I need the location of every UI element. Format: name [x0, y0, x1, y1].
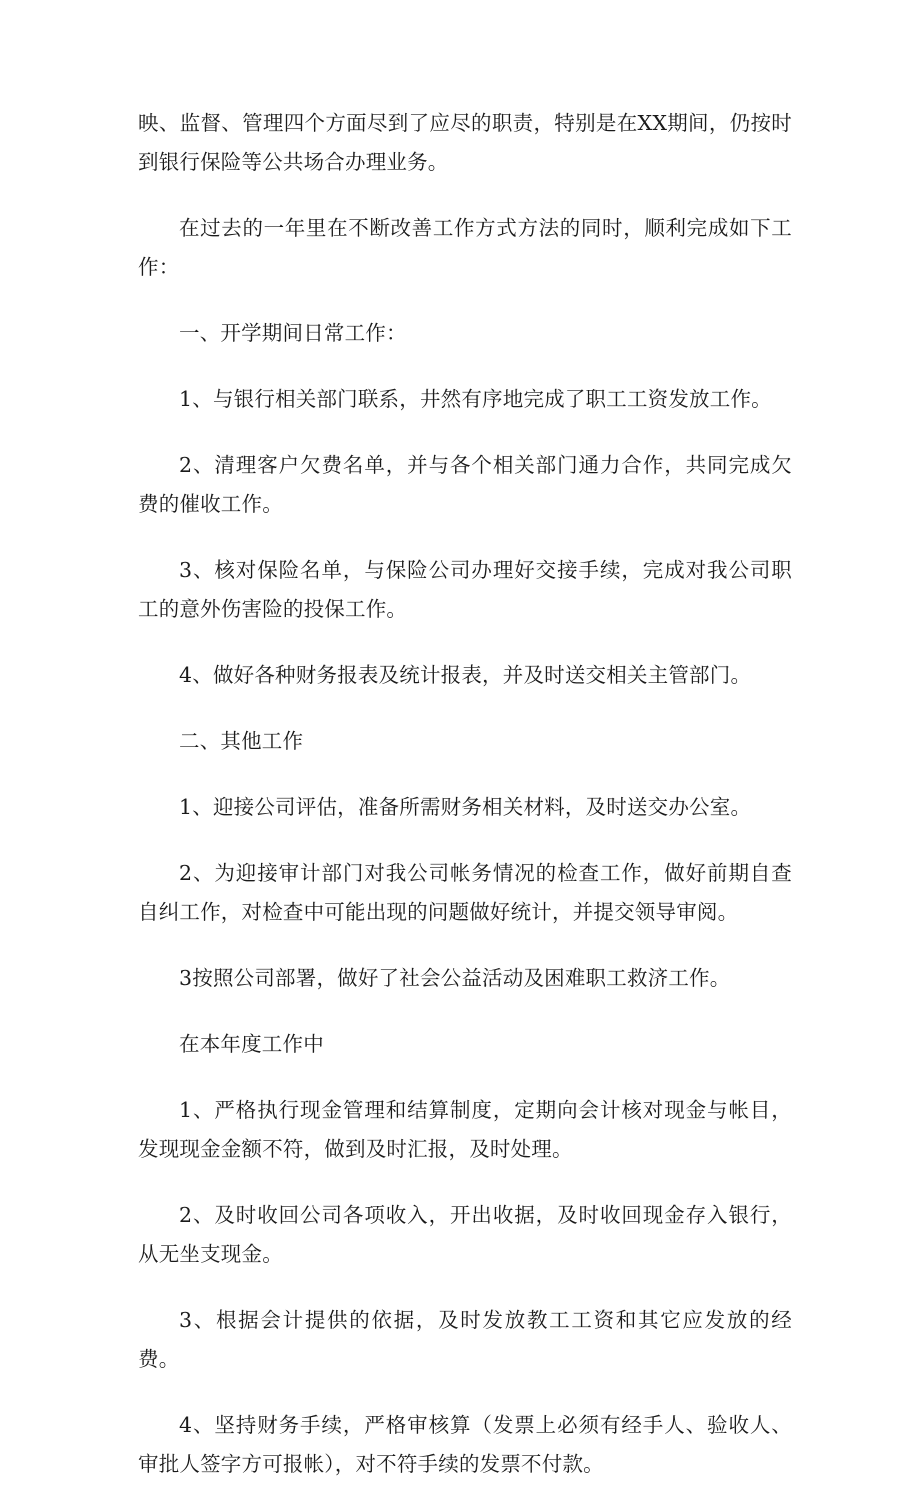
section-heading-2: 二、其他工作 — [179, 729, 304, 753]
section-heading-3: 在本年度工作中 — [179, 1032, 324, 1056]
paragraph-5: 3、核对保险名单，与保险公司办理好交接手续，完成对我公司职工的意外伤害险的投保工作。 — [138, 558, 792, 621]
section-heading-1: 一、开学期间日常工作： — [179, 321, 407, 345]
document-body — [138, 104, 792, 1511]
paragraph-4: 2、清理客户欠费名单，并与各个相关部门通力合作，共同完成欠费的催收工作。 — [138, 453, 792, 516]
paragraph-9: 2、为迎接审计部门对我公司帐务情况的检查工作，做好前期自查自纠工作，对检查中可能出现的问题做好统计，并提交领导审阅。 — [138, 861, 792, 924]
paragraph-14: 3、根据会计提供的依据，及时发放教工工资和其它应发放的经费。 — [138, 1308, 792, 1371]
paragraph-12: 1、严格执行现金管理和结算制度，定期向会计核对现金与帐目，发现现金金额不符，做到及时汇报，及时处理。 — [138, 1098, 792, 1161]
paragraph-0: 映、监督、管理四个方面尽到了应尽的职责，特别是在XX期间，仍按时到银行保险等公共场合办理业务。 — [138, 111, 792, 174]
paragraph-6: 4、做好各种财务报表及统计报表，并及时送交相关主管部门。 — [179, 663, 752, 687]
paragraph-8: 1、迎接公司评估，准备所需财务相关材料，及时送交办公室。 — [179, 795, 752, 819]
paragraph-3: 1、与银行相关部门联系，井然有序地完成了职工工资发放工作。 — [179, 387, 772, 411]
paragraph-1: 在过去的一年里在不断改善工作方式方法的同时，顺利完成如下工作： — [138, 216, 792, 279]
paragraph-13: 2、及时收回公司各项收入，开出收据，及时收回现金存入银行，从无坐支现金。 — [138, 1203, 792, 1266]
paragraph-10: 3按照公司部署，做好了社会公益活动及困难职工救济工作。 — [179, 966, 731, 990]
paragraph-15: 4、坚持财务手续，严格审核算（发票上必须有经手人、验收人、审批人签字方可报帐），对不符手续的发票不付款。 — [138, 1413, 792, 1476]
